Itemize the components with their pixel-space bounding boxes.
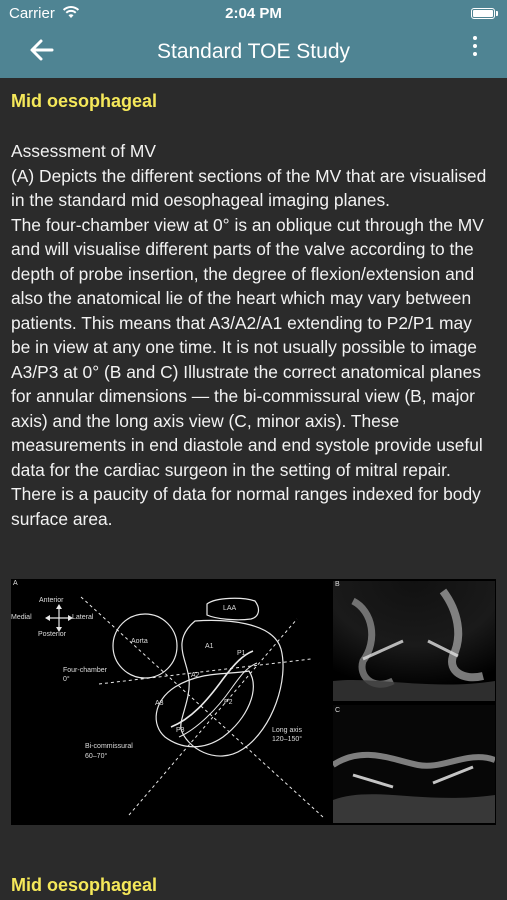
label-laa: LAA — [223, 605, 237, 612]
page-title: Standard TOE Study — [156, 40, 350, 63]
panel-label-a: A — [13, 580, 18, 587]
mitral-valve-figure — [11, 579, 496, 825]
echo-image-b — [333, 581, 495, 701]
paragraph-1: Assessment of MV — [11, 141, 156, 161]
label-a1: A1 — [205, 643, 214, 650]
next-section-heading: Mid oesophageal — [11, 875, 158, 895]
mv-diagram — [11, 579, 331, 825]
paragraph-2: (A) Depicts the different sections of the MV that are visualised in the standard mid oesophageal imaging planes. — [11, 165, 487, 210]
more-vertical-icon[interactable] — [471, 36, 479, 62]
label-lateral: Lateral — [72, 614, 94, 621]
carrier-label: Carrier — [9, 5, 55, 22]
label-four-chamber-angle: 0° — [63, 676, 70, 683]
battery-icon — [471, 8, 495, 19]
panel-label-c: C — [335, 707, 341, 714]
paragraph-3: The four-chamber view at 0° is an oblique cut through the MV and will visualise different parts of the valve according to the depth of probe insertion, the degree of flexion/extension and also the anatomical lie of the heart which may vary between patients. This means that A3/A2/A1 extending to P2/P1 may be in view at any one time. It is not usually possible to image A3/P3 at 0° (B and C) Illustrate the correct anatomical planes for annular dimensions — the bi-commissural view (B, major axis) and the long axis view (C, minor axis). These measurements in end diastole and end systole provide useful data for the cardiac surgeon in the setting of mitral repair. There is a paucity of data for normal ranges indexed for body surface area. — [11, 214, 484, 529]
section-heading: Mid oesophageal — [11, 91, 158, 111]
label-bicommissural: Bi-commissural — [85, 743, 133, 750]
label-p1: P1 — [237, 650, 246, 657]
label-anterior: Anterior — [39, 597, 64, 604]
label-four-chamber: Four-chamber — [63, 667, 107, 674]
clock: 2:04 PM — [225, 5, 282, 22]
label-p3: P3 — [176, 727, 185, 734]
label-aorta: Aorta — [131, 638, 148, 645]
label-long-axis-angle: 120–150° — [272, 736, 303, 743]
label-p2: P2 — [224, 699, 233, 706]
label-long-axis: Long axis — [272, 727, 302, 734]
label-medial: Medial — [11, 614, 32, 621]
section-body — [11, 139, 491, 531]
label-a3: A3 — [155, 700, 164, 707]
label-posterior: Posterior — [38, 631, 67, 638]
status-bar — [0, 0, 507, 28]
panel-label-b: B — [335, 581, 340, 588]
label-a2: A2 — [191, 672, 200, 679]
echo-image-c — [333, 705, 495, 823]
label-bicommissural-angle: 60–70° — [85, 753, 108, 760]
app-bar — [0, 28, 507, 78]
